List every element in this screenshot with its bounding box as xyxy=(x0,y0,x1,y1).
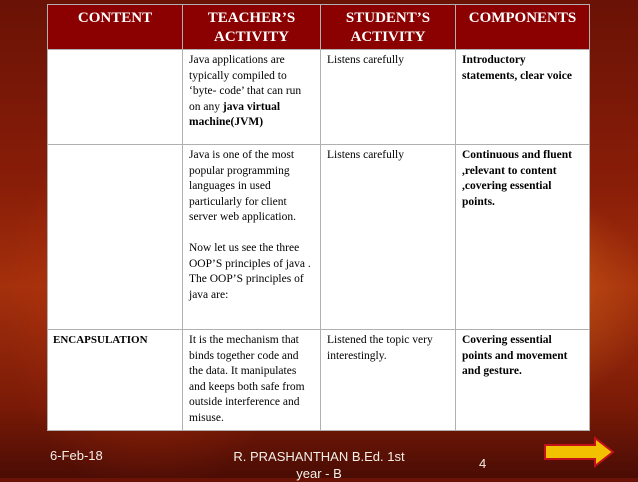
components-cell: Continuous and fluent ,relevant to content ,covering essential points. xyxy=(456,145,590,330)
table-row xyxy=(48,330,590,431)
content-cell xyxy=(48,50,183,145)
teacher-activity-cell: Java is one of the most popular programming languages in used particularly for client server web application. Now let us see the three OOP’S principles of java . The OOP’S principles of java are: xyxy=(183,145,321,330)
lesson-plan-table xyxy=(47,4,590,431)
student-activity-cell: Listens carefully xyxy=(321,50,456,145)
student-activity-cell: Listened the topic very interestingly. xyxy=(321,330,456,431)
content-cell xyxy=(48,145,183,330)
teacher-text: Java applications are typically compiled to ‘byte- code’ that can run on any xyxy=(189,54,302,113)
arrow-right-icon xyxy=(543,436,615,468)
student-activity-cell: Listens carefully xyxy=(321,145,456,330)
table-header-row xyxy=(48,5,590,50)
next-slide-button[interactable] xyxy=(543,436,615,468)
header-student-activity: STUDENT’S ACTIVITY xyxy=(321,5,456,50)
teacher-activity-cell xyxy=(183,50,321,145)
header-teacher-activity: TEACHER’S ACTIVITY xyxy=(183,5,321,50)
page-number: 4 xyxy=(479,456,487,471)
table-row xyxy=(48,145,590,330)
header-content: CONTENT xyxy=(48,5,183,50)
table-row xyxy=(48,50,590,145)
content-cell: ENCAPSULATION xyxy=(48,330,183,431)
components-cell: Covering essential points and movement and gesture. xyxy=(456,330,590,431)
components-cell: Introductory statements, clear voice xyxy=(456,50,590,145)
teacher-text-bold: java virtual machine(JVM) xyxy=(189,100,281,128)
footer-author: R. PRASHANTHAN B.Ed. 1st year - B xyxy=(233,449,405,481)
header-components: COMPONENTS xyxy=(456,5,590,50)
footer-date: 6-Feb-18 xyxy=(50,448,103,463)
teacher-activity-cell: It is the mechanism that binds together code and the data. It manipulates and keeps both safe from outside interference and misuse. xyxy=(183,330,321,431)
